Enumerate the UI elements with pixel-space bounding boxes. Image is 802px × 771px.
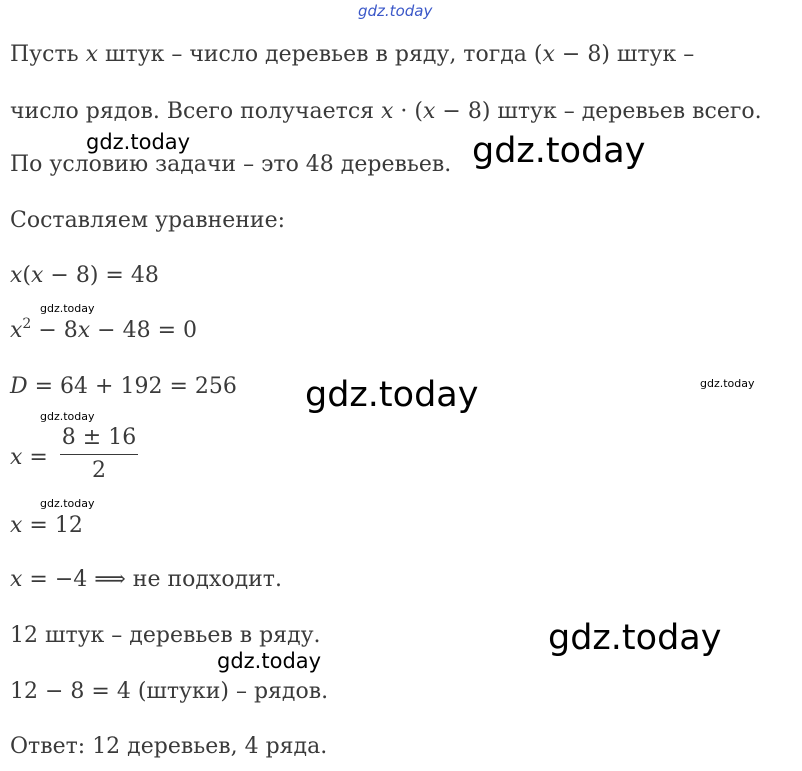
line1-a: Пусть (10, 42, 86, 67)
var-x: x (423, 99, 436, 124)
var-x: x (10, 445, 23, 470)
var-x: x (77, 318, 91, 343)
eq1-a: ( (22, 263, 32, 288)
line2-c: − 8) штук – деревьев всего. (435, 99, 762, 124)
watermark: gdz.today (305, 375, 479, 415)
line1-b: штук – число деревьев в ряду, тогда ( (98, 42, 543, 67)
equation-3 (10, 372, 237, 402)
exponent: 2 (22, 316, 32, 332)
line1-c: − 8) штук – (554, 42, 695, 67)
equation-6 (10, 565, 282, 595)
fraction (60, 424, 138, 485)
line2-b: · ( (393, 99, 423, 124)
eq4-a: = (22, 445, 48, 470)
text-line-1 (10, 40, 694, 70)
watermark: gdz.today (217, 649, 322, 673)
answer-line: Ответ: 12 деревьев, 4 ряда. (10, 734, 328, 759)
equation-5 (10, 511, 83, 541)
var-x: x (381, 99, 394, 124)
equation-4-lhs (10, 443, 48, 473)
eq5-a: = 12 (22, 513, 83, 538)
eq2-b: − 48 = 0 (90, 318, 198, 343)
var-x: x (10, 318, 23, 343)
equation-2 (10, 316, 197, 348)
watermark: gdz.today (40, 410, 95, 423)
fraction-bar (60, 454, 138, 455)
var-x: x (10, 513, 23, 538)
watermark: gdz.today (472, 131, 646, 171)
watermark-top: gdz.today (358, 2, 433, 20)
var-x: x (31, 263, 44, 288)
line2-a: число рядов. Всего получается (10, 99, 382, 124)
eq6-a: = −4 ⟹ не подходит. (22, 567, 282, 592)
eq3-a: = 64 + 192 = 256 (27, 374, 237, 399)
var-x: x (85, 42, 99, 67)
var-x: x (542, 42, 555, 67)
text-line-7: 12 штук – деревьев в ряду. (10, 623, 321, 648)
watermark: gdz.today (548, 618, 722, 658)
watermark: gdz.today (700, 377, 755, 390)
eq2-a: − 8 (31, 318, 78, 343)
equation-1 (10, 261, 159, 291)
watermark: gdz.today (86, 130, 191, 154)
watermark: gdz.today (40, 302, 95, 315)
text-line-4: Составляем уравнение: (10, 208, 286, 233)
var-d: D (10, 374, 28, 399)
fraction-denominator: 2 (92, 458, 106, 483)
eq1-b: − 8) = 48 (43, 263, 159, 288)
text-line-3: По условию задачи – это 48 деревьев. (10, 152, 452, 177)
var-x: x (10, 263, 23, 288)
var-x: x (10, 567, 23, 592)
fraction-numerator: 8 ± 16 (61, 425, 137, 450)
watermark: gdz.today (40, 497, 95, 510)
text-line-2 (10, 97, 762, 127)
text-line-8: 12 − 8 = 4 (штуки) – рядов. (10, 679, 329, 704)
